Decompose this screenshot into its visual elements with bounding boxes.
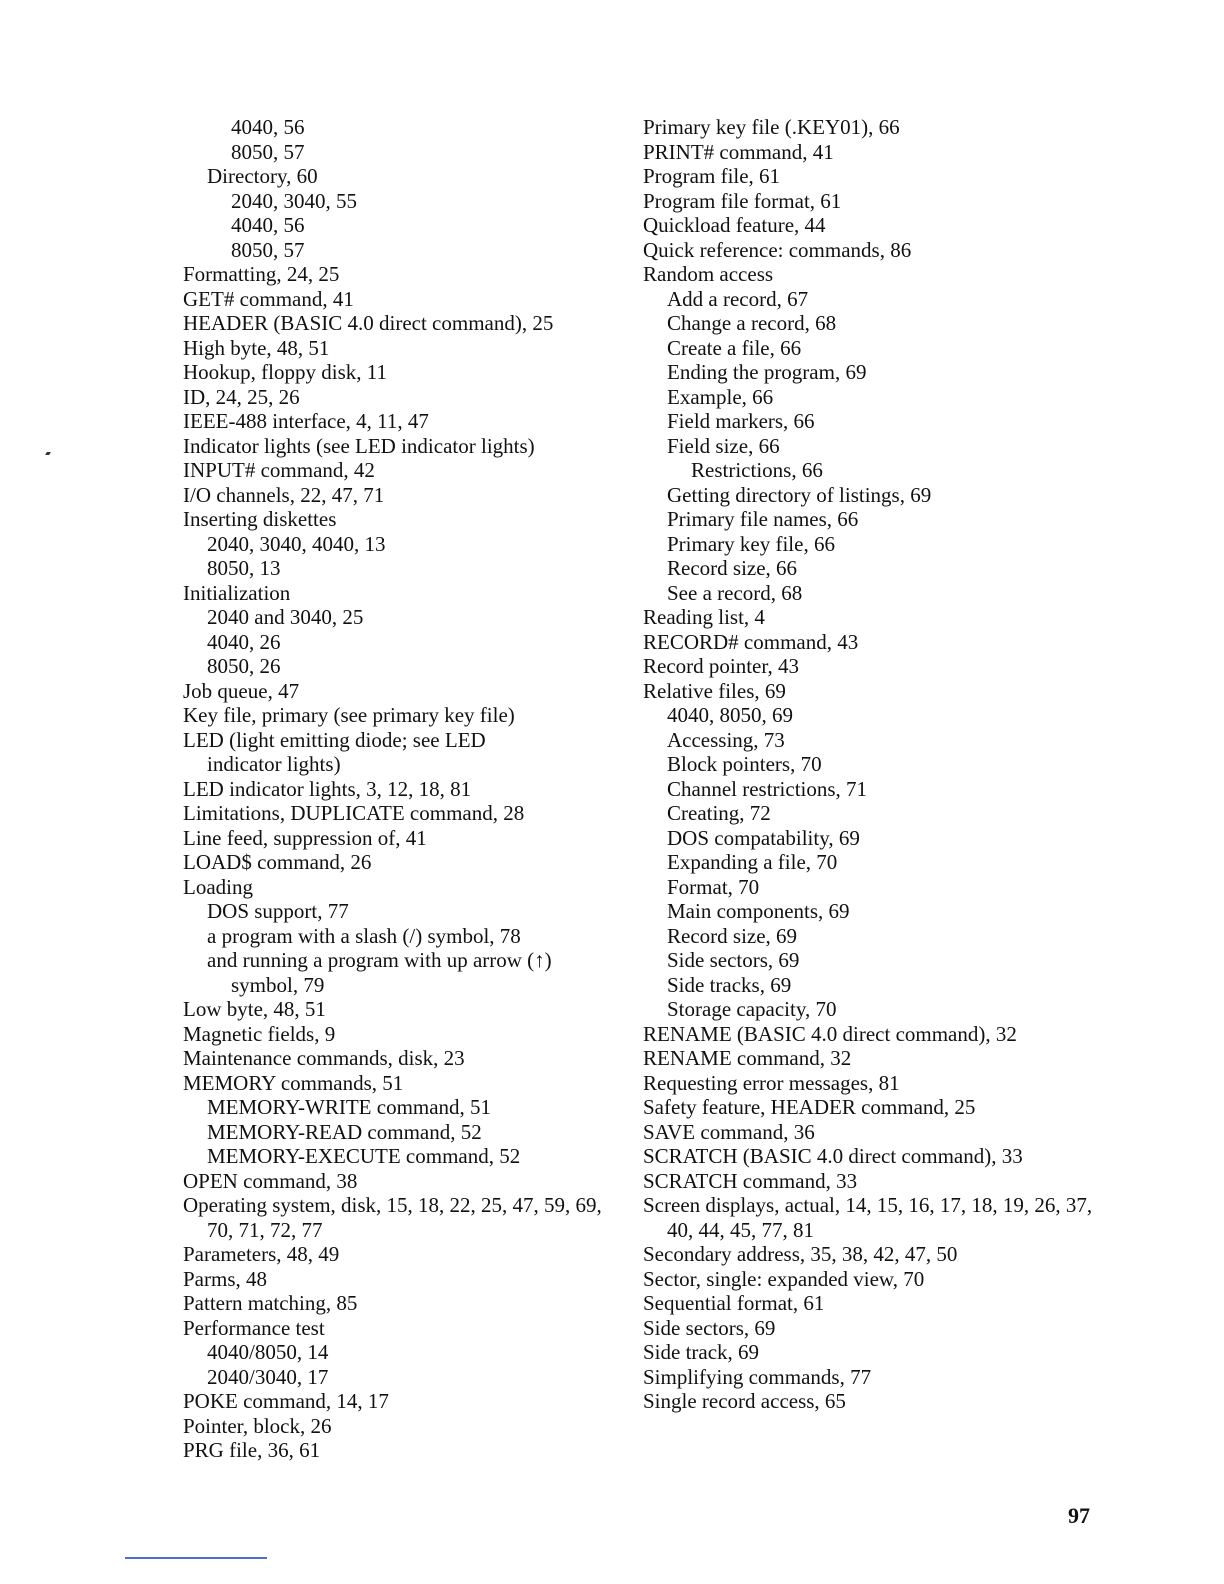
index-entry: Single record access, 65 — [643, 1389, 846, 1413]
index-entry: Inserting diskettes — [183, 507, 337, 531]
index-entry: RECORD# command, 43 — [643, 629, 859, 654]
index-entry: Program file, 61 — [643, 164, 781, 188]
index-entry: OPEN command, 38 — [183, 1168, 358, 1193]
footer-rule — [125, 1557, 267, 1559]
index-entry: Side tracks, 69 — [667, 972, 792, 997]
index-entry: Getting directory of listings, 69 — [667, 482, 932, 507]
index-entry: MEMORY-WRITE command, 51 — [207, 1095, 492, 1119]
index-entry: Storage capacity, 70 — [667, 997, 837, 1021]
index-entry: RENAME (BASIC 4.0 direct command), 32 — [643, 1021, 1017, 1046]
index-entry: Screen displays, actual, 14, 15, 16, 17, 18, 19, 26, 37, 40, 44, 45, 77, 81 — [643, 1193, 1093, 1242]
index-entry: Reading list, 4 — [643, 605, 765, 629]
index-entry: Restrictions, 66 — [691, 458, 823, 482]
index-entry: Quick reference: commands, 86 — [643, 237, 912, 262]
index-entry: Operating system, disk, 15, 18, 22, 25, 47, 59, 69, 70, 71, 72, 77 — [183, 1193, 602, 1242]
index-entry: Sequential format, 61 — [643, 1291, 825, 1315]
index-entry: GET# command, 41 — [183, 286, 354, 311]
index-entry: Example, 66 — [667, 384, 774, 409]
index-entry: LED indicator lights, 3, 12, 18, 81 — [183, 776, 472, 801]
index-entry: Ending the program, 69 — [667, 360, 867, 384]
index-entry: 2040/3040, 17 — [207, 1364, 329, 1389]
index-entry: Primary key file, 66 — [667, 531, 835, 556]
index-entry: Add a record, 67 — [667, 286, 809, 311]
index-entry: Side track, 69 — [643, 1340, 760, 1364]
index-entry: a program with a slash (/) symbol, 78 — [207, 923, 521, 948]
index-entry: 4040, 56 — [231, 213, 305, 237]
index-entry: 4040, 26 — [207, 629, 281, 654]
index-entry: Initialization — [183, 580, 291, 605]
index-entry: Quickload feature, 44 — [643, 213, 826, 237]
index-entry: 4040, 8050, 69 — [667, 703, 793, 727]
index-entry: DOS support, 77 — [207, 899, 349, 923]
index-entry: MEMORY commands, 51 — [183, 1070, 404, 1095]
index-entry: See a record, 68 — [667, 580, 803, 605]
index-entry: Random access — [643, 262, 774, 286]
index-entry: Sector, single: expanded view, 70 — [643, 1266, 925, 1291]
index-entry: 8050, 57 — [231, 139, 305, 164]
index-entry: Safety feature, HEADER command, 25 — [643, 1095, 976, 1119]
index-entry: Loading — [183, 874, 253, 899]
index-entry: PRG file, 36, 61 — [183, 1438, 321, 1462]
index-entry: Channel restrictions, 71 — [667, 776, 868, 801]
page-number: 97 — [1068, 1503, 1090, 1528]
index-entry: Requesting error messages, 81 — [643, 1070, 900, 1095]
index-entry: DOS compatability, 69 — [667, 825, 860, 850]
index-entry: Side sectors, 69 — [643, 1315, 776, 1340]
index-entry: POKE command, 14, 17 — [183, 1389, 389, 1413]
index-entry: High byte, 48, 51 — [183, 335, 330, 360]
index-entry: Record size, 66 — [667, 556, 798, 580]
index-entry: 4040/8050, 14 — [207, 1340, 329, 1364]
index-entry: Maintenance commands, disk, 23 — [183, 1046, 465, 1070]
index-entry: Side sectors, 69 — [667, 948, 800, 972]
stray-mark — [45, 452, 51, 455]
index-entry: Record size, 69 — [667, 923, 798, 948]
index-entry: MEMORY-READ command, 52 — [207, 1119, 482, 1144]
index-entry: Pointer, block, 26 — [183, 1413, 332, 1438]
index-entry: Field size, 66 — [667, 433, 780, 458]
index-entry: 2040, 3040, 55 — [231, 188, 357, 213]
index-entry: Block pointers, 70 — [667, 752, 822, 776]
index-entry: Simplifying commands, 77 — [643, 1364, 872, 1389]
index-entry: LED (light emitting diode; see LED indicator lights) — [183, 727, 486, 776]
index-entry: I/O channels, 22, 47, 71 — [183, 482, 385, 507]
index-entry: HEADER (BASIC 4.0 direct command), 25 — [183, 311, 554, 335]
index-entry: Format, 70 — [667, 874, 760, 899]
index-entry: Job queue, 47 — [183, 678, 300, 703]
index-entry: Secondary address, 35, 38, 42, 47, 50 — [643, 1242, 958, 1266]
index-entry: Parameters, 48, 49 — [183, 1242, 340, 1266]
index-entry: Low byte, 48, 51 — [183, 997, 326, 1021]
index-entry: Key file, primary (see primary key file) — [183, 703, 515, 727]
index-entry: ID, 24, 25, 26 — [183, 384, 300, 409]
index-entry: Program file format, 61 — [643, 188, 842, 213]
index-entry: IEEE-488 interface, 4, 11, 47 — [183, 409, 429, 433]
index-entry: 8050, 26 — [207, 654, 281, 678]
index-entry: Directory, 60 — [207, 164, 318, 188]
index-right-column — [643, 115, 1163, 1414]
index-entry: INPUT# command, 42 — [183, 458, 375, 482]
index-entry: Relative files, 69 — [643, 678, 786, 703]
index-entry: Expanding a file, 70 — [667, 850, 838, 874]
index-entry: PRINT# command, 41 — [643, 139, 834, 164]
index-entry: 2040 and 3040, 25 — [207, 605, 364, 629]
index-entry: LOAD$ command, 26 — [183, 850, 372, 874]
index-left-column — [183, 115, 623, 1463]
index-entry: 8050, 13 — [207, 556, 281, 580]
index-entry: Pattern matching, 85 — [183, 1291, 358, 1315]
index-entry: Field markers, 66 — [667, 409, 815, 433]
index-entry: Magnetic fields, 9 — [183, 1021, 336, 1046]
index-entry: 2040, 3040, 4040, 13 — [207, 531, 386, 556]
index-entry: Create a file, 66 — [667, 335, 802, 360]
index-entry: Accessing, 73 — [667, 727, 785, 752]
index-entry: Performance test — [183, 1315, 325, 1340]
index-entry: Line feed, suppression of, 41 — [183, 825, 427, 850]
index-entry: RENAME command, 32 — [643, 1046, 852, 1070]
index-entry: Indicator lights (see LED indicator lights) — [183, 433, 535, 458]
index-entry: 8050, 57 — [231, 237, 305, 262]
index-entry: 4040, 56 — [231, 115, 305, 139]
index-entry: Parms, 48 — [183, 1266, 267, 1291]
index-entry: Primary file names, 66 — [667, 507, 859, 531]
index-entry: Main components, 69 — [667, 899, 850, 923]
index-entry: Formatting, 24, 25 — [183, 262, 340, 286]
index-entry: Change a record, 68 — [667, 311, 837, 335]
index-entry: Hookup, floppy disk, 11 — [183, 360, 387, 384]
index-entry: SCRATCH (BASIC 4.0 direct command), 33 — [643, 1144, 1023, 1168]
index-entry: Creating, 72 — [667, 801, 771, 825]
index-entry: MEMORY-EXECUTE command, 52 — [207, 1144, 521, 1168]
index-entry: SCRATCH command, 33 — [643, 1168, 858, 1193]
index-entry: SAVE command, 36 — [643, 1119, 815, 1144]
index-entry: Primary key file (.KEY01), 66 — [643, 115, 900, 139]
index-entry: and running a program with up arrow (↑) symbol, 79 — [207, 948, 552, 997]
index-entry: Limitations, DUPLICATE command, 28 — [183, 801, 525, 825]
index-entry: Record pointer, 43 — [643, 654, 800, 678]
